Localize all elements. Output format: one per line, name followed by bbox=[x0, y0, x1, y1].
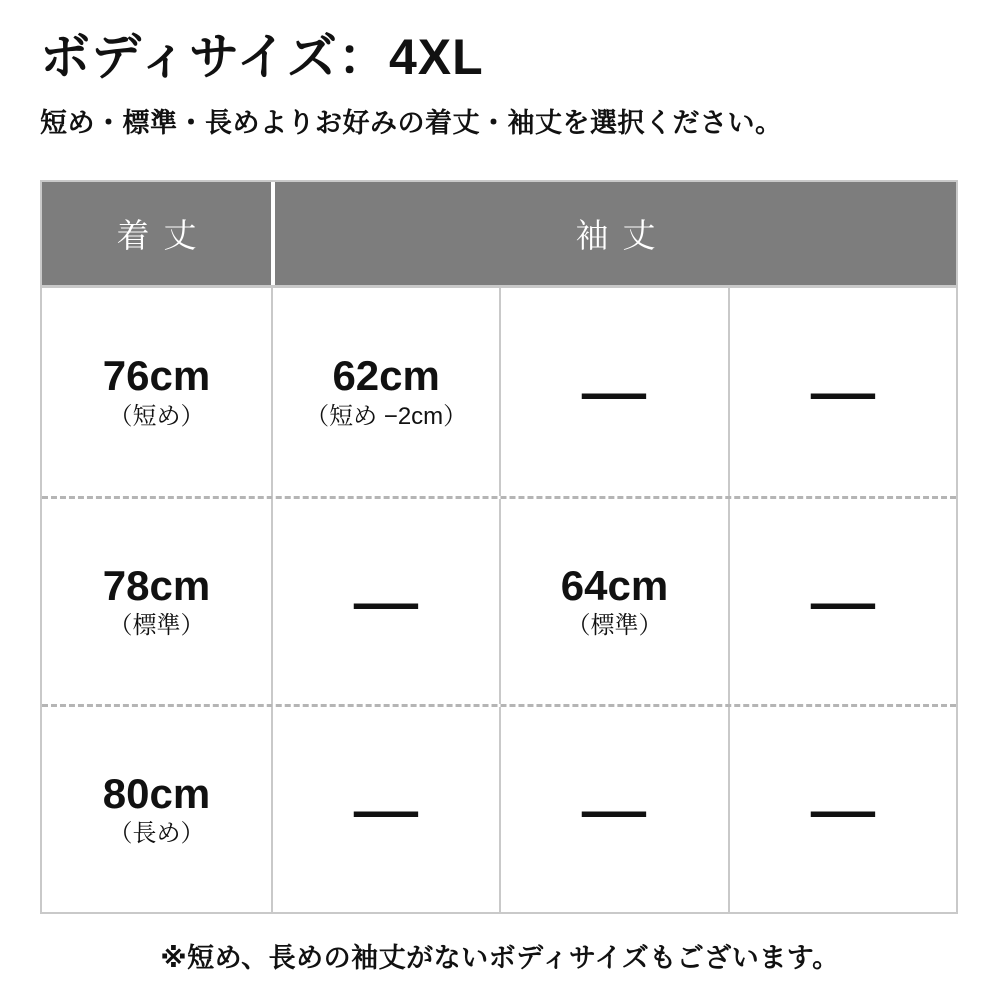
sleeve-length-cell bbox=[499, 288, 727, 496]
no-option-dash: — bbox=[582, 777, 647, 841]
length-value: 78cm bbox=[102, 561, 211, 609]
sleeve-length-cell bbox=[728, 288, 956, 496]
sleeve-length-cell bbox=[271, 707, 499, 912]
size-table-header-row bbox=[42, 182, 956, 288]
sleeve-length-cell bbox=[271, 288, 499, 496]
length-value: 76cm bbox=[102, 352, 211, 400]
sleeve-length-cell bbox=[271, 499, 499, 704]
col-header-body-length: 着丈 bbox=[116, 217, 211, 254]
page-subtitle: 短め・標準・長めよりお好みの着丈・袖丈を選択ください。 bbox=[40, 108, 783, 138]
body-length-cell bbox=[42, 499, 271, 704]
no-option-dash: — bbox=[582, 360, 647, 423]
table-row-short bbox=[42, 288, 956, 496]
no-option-dash: — bbox=[810, 569, 876, 633]
no-option-dash: — bbox=[810, 360, 876, 423]
table-row-standard bbox=[42, 496, 956, 704]
size-table bbox=[40, 180, 958, 914]
sleeve-value: 64cm bbox=[560, 561, 669, 609]
length-note: （長め） bbox=[108, 820, 205, 848]
length-note: （標準） bbox=[108, 612, 205, 640]
no-option-dash: — bbox=[353, 569, 419, 633]
sleeve-note: （短め −2cm） bbox=[305, 402, 468, 430]
length-value: 80cm bbox=[102, 769, 211, 817]
col-header-sleeve-length: 袖丈 bbox=[271, 182, 956, 285]
sleeve-length-cell bbox=[499, 707, 727, 912]
footnote: ※短め、長めの袖丈がないボディサイズもございます。 bbox=[160, 943, 840, 973]
page-title: ボディサイズ：4XL bbox=[40, 29, 484, 85]
table-row-long bbox=[42, 704, 956, 912]
sleeve-length-cell bbox=[728, 707, 956, 912]
body-length-cell bbox=[42, 288, 271, 496]
no-option-dash: — bbox=[353, 777, 419, 841]
body-length-cell bbox=[42, 707, 271, 912]
sleeve-value: 62cm bbox=[332, 352, 440, 400]
sleeve-length-cell bbox=[728, 499, 956, 704]
no-option-dash: — bbox=[810, 777, 876, 841]
sleeve-note: （標準） bbox=[566, 612, 663, 640]
length-note: （短め） bbox=[108, 402, 205, 430]
sleeve-length-cell bbox=[499, 499, 727, 704]
